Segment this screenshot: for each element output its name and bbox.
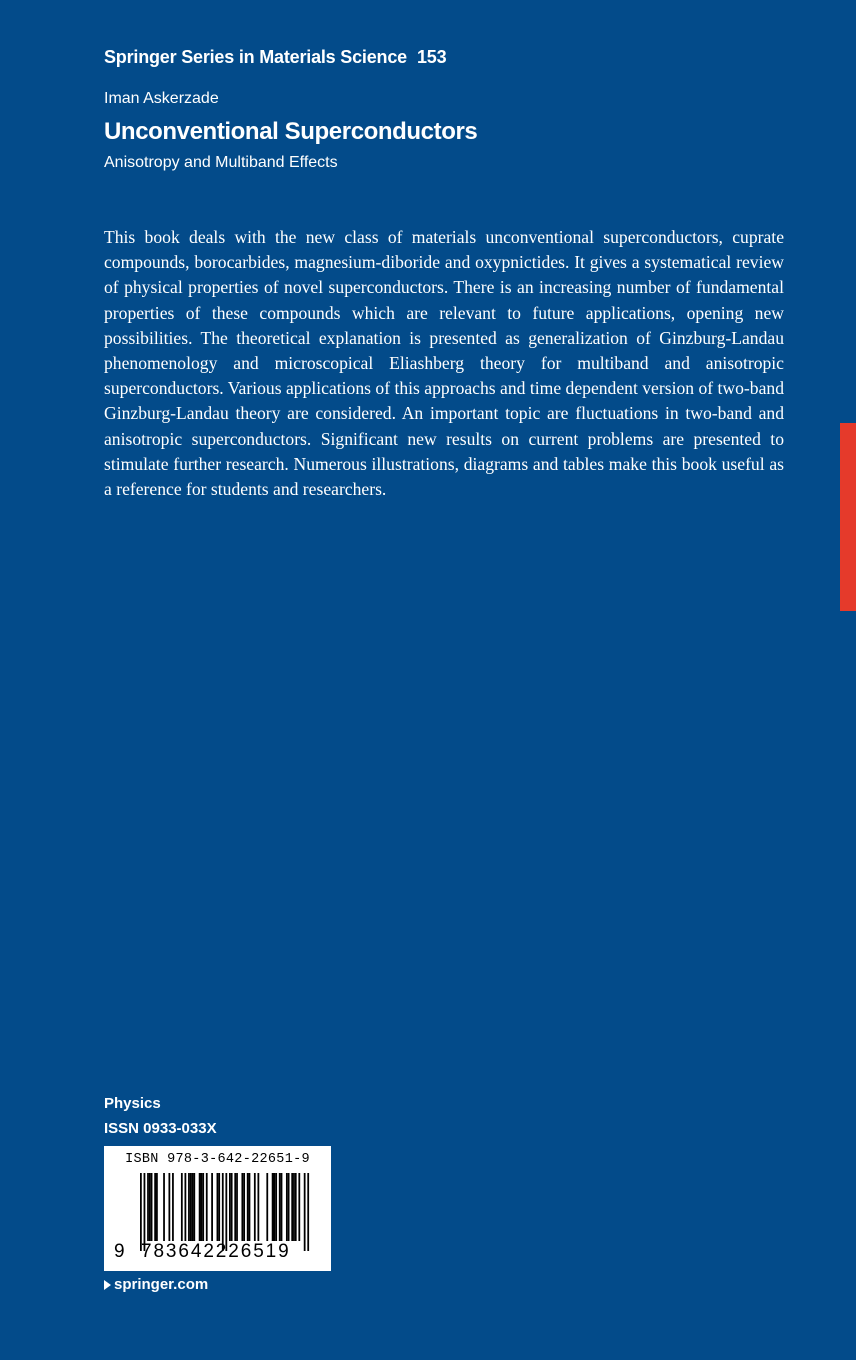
barcode-bar [185, 1173, 187, 1241]
barcode-bar [201, 1173, 203, 1241]
barcode-bar [275, 1173, 277, 1241]
series-name: Springer Series in Materials Science [104, 47, 407, 67]
barcode-bar [144, 1173, 146, 1251]
barcode-bar [249, 1173, 251, 1241]
barcode-bar [274, 1173, 276, 1241]
barcode-bar [156, 1173, 158, 1241]
barcode-bar [243, 1173, 245, 1241]
barcode-bar [295, 1173, 297, 1241]
barcode-bar [181, 1173, 183, 1241]
barcode-bar [149, 1173, 151, 1241]
barcode-bar [241, 1173, 243, 1241]
barcode-bar [140, 1173, 142, 1251]
barcode-bar [199, 1173, 201, 1241]
barcode-bar [293, 1173, 295, 1241]
barcode-bar [172, 1173, 174, 1241]
issn-label: ISSN 0933-033X [104, 1120, 217, 1137]
barcode-bar [206, 1173, 208, 1241]
book-description: This book deals with the new class of materials unconventional superconductors, cuprate compounds, borocarbides, magnesium-diboride and oxypnictides. It gives a systematical review of physical properties of novel superconductors. There is an increasing number of fundamental properties of these compounds which are relevant to future applications, opening new possibilities. The theoretical explanation is presented as generalization of Ginzburg-Landau phenomenology and microscopical Eliashberg theory for multiband and anisotropic superconductors. Various applications of this approachs and time dependent version of two-band Ginzburg-Landau theory are considered. An important topic are fluctuations in two-band and anisotropic superconductors. Significant new results on current problems are presented to stimulate further research. Numerous illustrations, diagrams and tables make this book useful as a reference for students and researchers. [104, 227, 784, 500]
book-title: Unconventional Superconductors [104, 118, 478, 145]
barcode-bar [234, 1173, 236, 1241]
barcode-bar [304, 1173, 306, 1251]
isbn-label: ISBN 978-3-642-22651-9 [125, 1152, 310, 1167]
barcode-bar [281, 1173, 283, 1241]
book-subtitle: Anisotropy and Multiband Effects [104, 154, 338, 171]
barcode-bar [272, 1173, 274, 1241]
barcode-bar [307, 1173, 309, 1251]
red-edge-tab [840, 423, 856, 611]
barcode-bar [193, 1173, 195, 1241]
barcode-bar [211, 1173, 213, 1241]
website-link[interactable] [104, 1276, 208, 1293]
barcode-bar [231, 1173, 233, 1241]
series-line [104, 47, 446, 68]
barcode-bar [286, 1173, 288, 1241]
barcode-first-digit: 9 [114, 1241, 125, 1262]
series-number: 153 [416, 47, 447, 67]
barcode-bar [254, 1173, 256, 1241]
barcode-bar [218, 1173, 220, 1241]
barcode-bar [202, 1173, 204, 1241]
author-name: Iman Askerzade [104, 90, 219, 107]
barcode-bar [188, 1173, 190, 1241]
barcode-bar [222, 1173, 224, 1251]
barcode-digits: 783642226519 [141, 1241, 291, 1262]
triangle-arrow-icon [104, 1280, 111, 1290]
subject-label: Physics [104, 1095, 161, 1112]
barcode-bar [288, 1173, 290, 1241]
barcode-bar [279, 1173, 281, 1241]
barcode-bar [154, 1173, 156, 1241]
barcode-bar [236, 1173, 238, 1241]
barcode-box [104, 1146, 331, 1271]
barcode-bar [257, 1173, 259, 1241]
barcode-bar [163, 1173, 165, 1241]
barcode-bar [147, 1173, 149, 1241]
website-text: springer.com [114, 1276, 209, 1293]
barcode-bar [190, 1173, 192, 1241]
barcode-bar [291, 1173, 293, 1241]
barcode-bar [192, 1173, 194, 1241]
barcode-bar [225, 1173, 227, 1251]
barcode-bar [168, 1173, 170, 1241]
barcode-bar [247, 1173, 249, 1241]
barcode-bar [217, 1173, 219, 1241]
barcode-bar [298, 1173, 300, 1241]
barcode-bar [151, 1173, 153, 1241]
barcode-bar [229, 1173, 231, 1241]
barcode-bar [266, 1173, 268, 1241]
